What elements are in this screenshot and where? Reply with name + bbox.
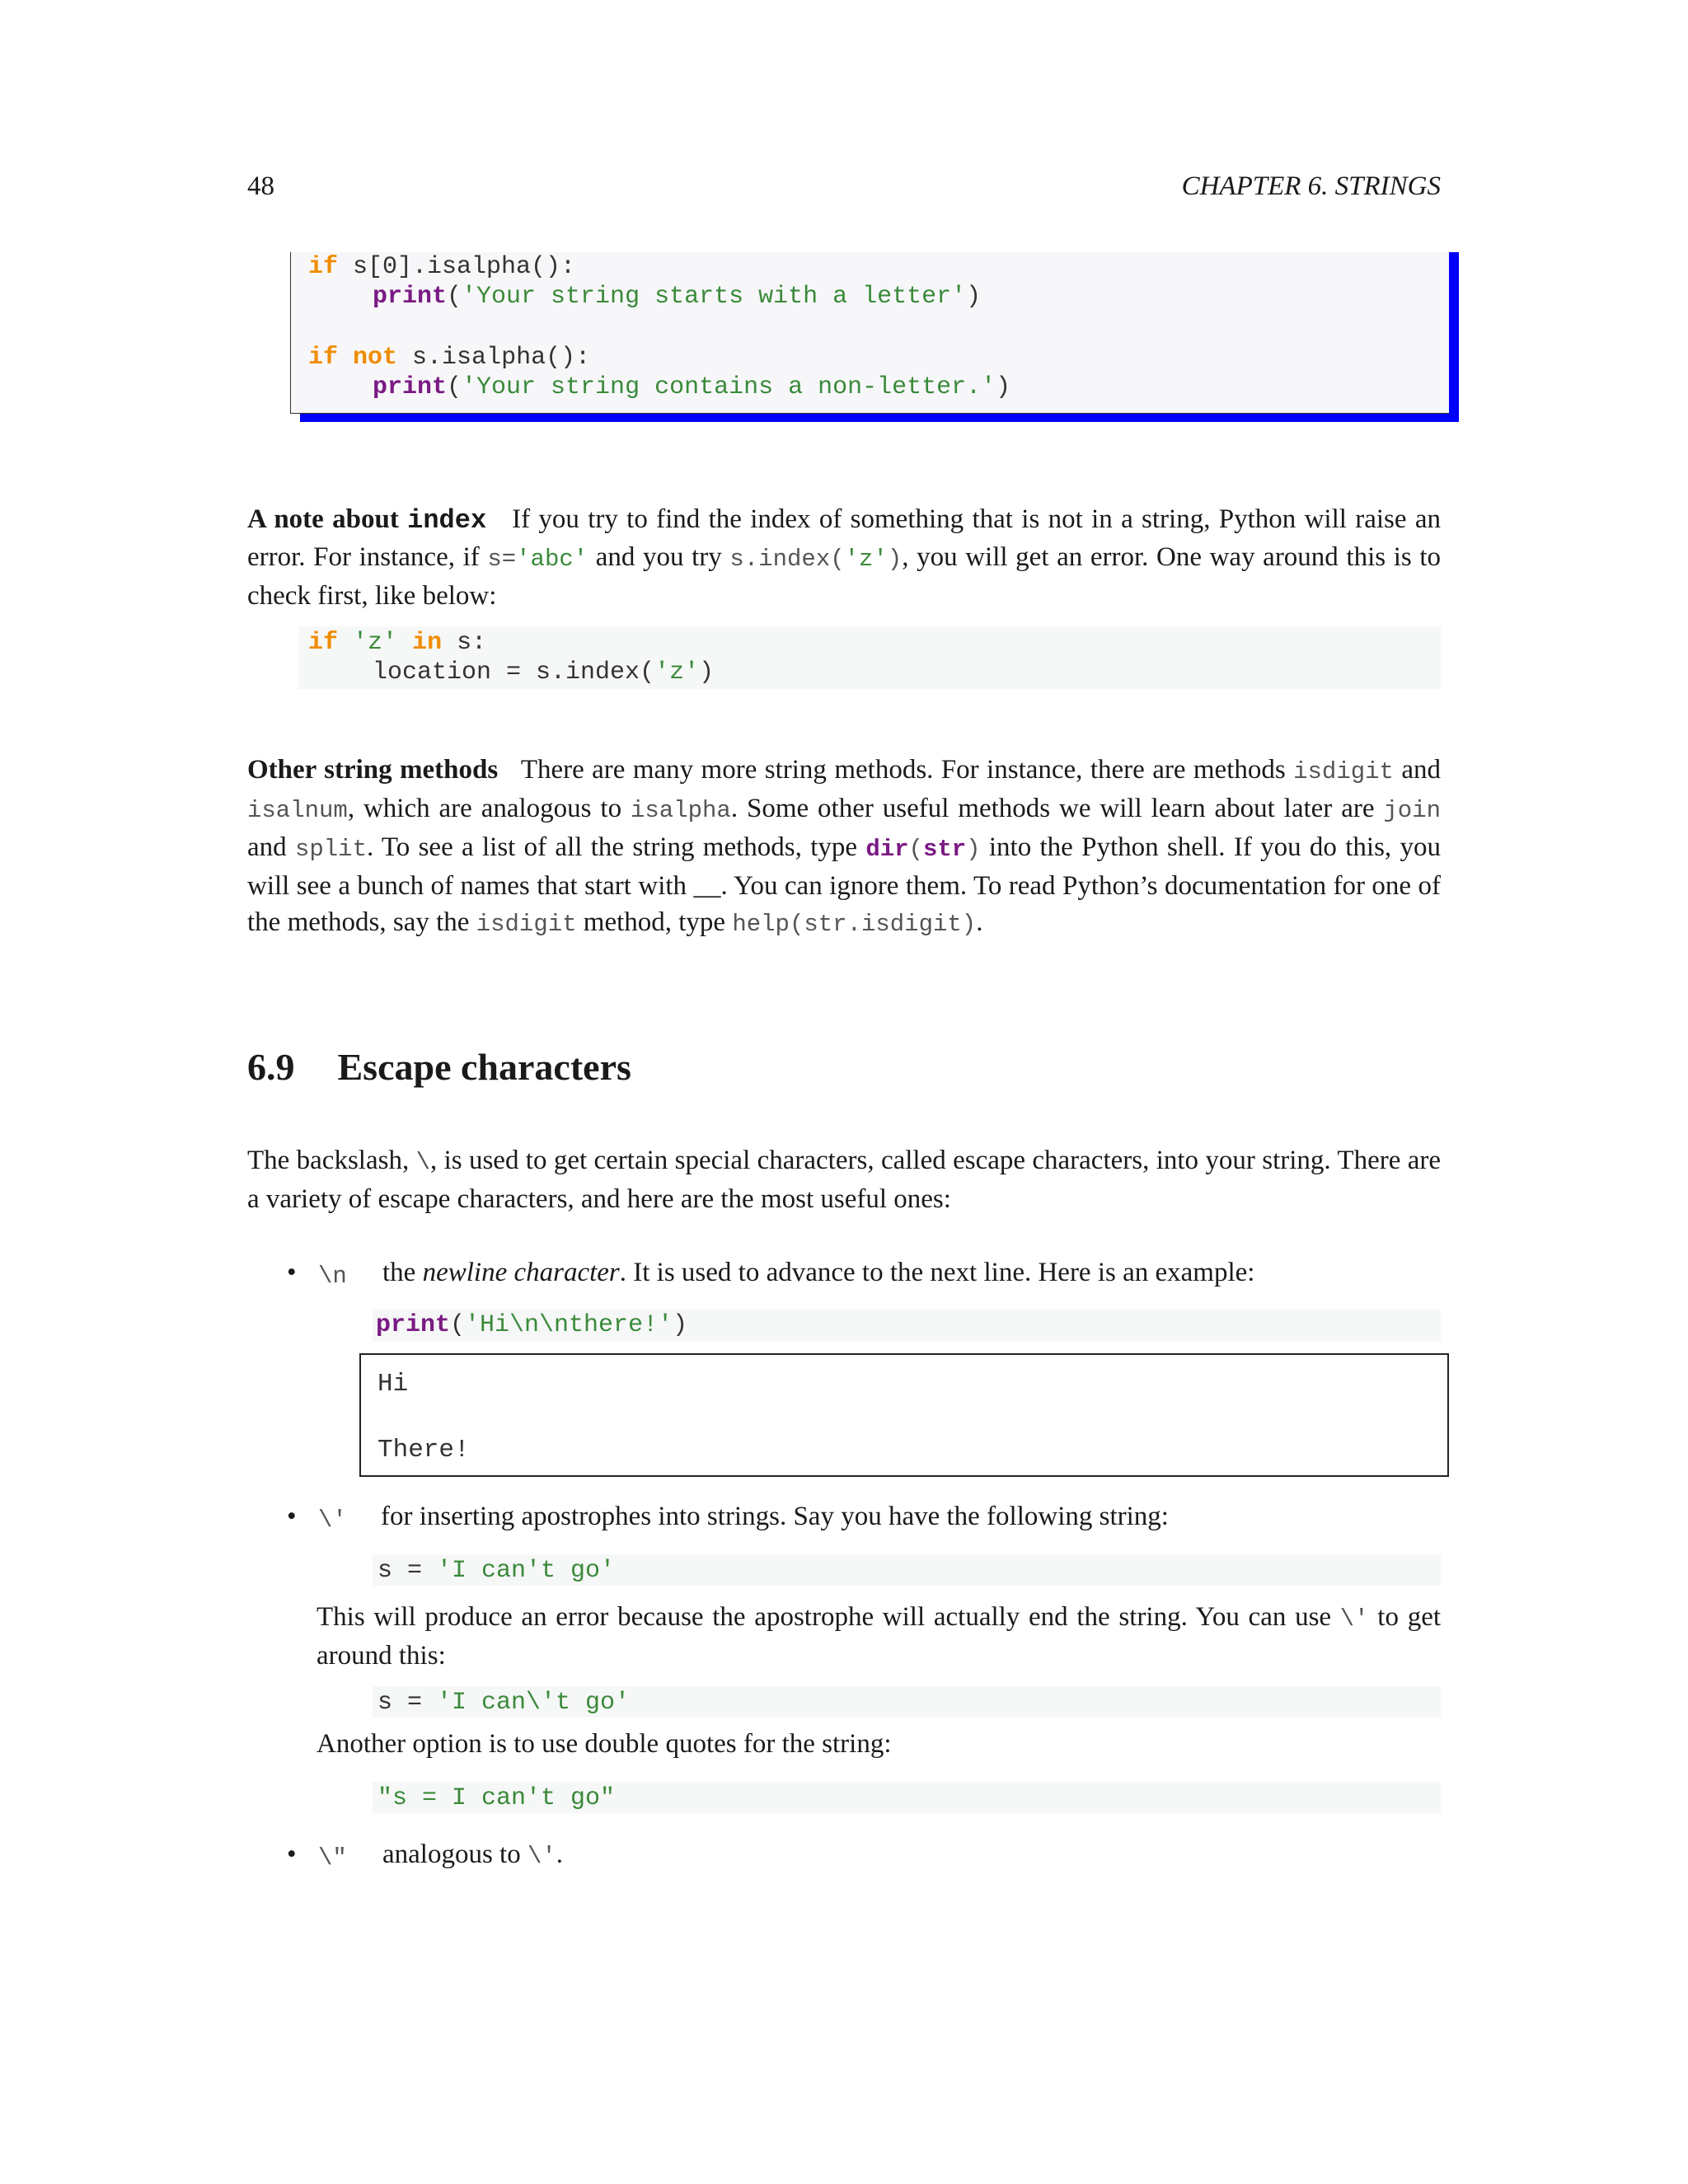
code-block-index-check [298, 626, 1441, 689]
bullet-dot: • [287, 1840, 297, 1869]
code-line: if 'z' in s: [308, 629, 487, 657]
code-block-isalpha [290, 252, 1449, 414]
page-number: 48 [247, 171, 274, 201]
apostrophe-explanation: This will produce an error because the apostrophe will actually end the string. You can use \' to get around this: [316, 1602, 1442, 1671]
output-box [359, 1353, 1449, 1477]
escape-intro-paragraph: The backslash, \, is used to get certain special characters, called escape characters, into your string. There are a variety of escape characters, and here are the most useful ones: [247, 1146, 1441, 1214]
code-double-quotes: "s = I can't go" [377, 1784, 616, 1812]
bullet-text-doublequote: analogous to \'. [382, 1840, 564, 1870]
note-index-paragraph: A note about index If you try to find the index of something that is not in a string, Python will raise an error. For instance, if s='abc' and you try s.index('z'), you will get an error. One way around this is to check first, like below: [247, 504, 1441, 611]
other-methods-paragraph: Other string methods There are many more string methods. For instance, there are methods isdigit and isalnum, which are analogous to isalpha. Some other useful methods we will learn about later are join and split. To see a list of all the string methods, type dir(str) into the Python shell. If you do this, you will see a bunch of names that start with __. You can ignore them. To read Python’s documentation for one of the methods, say the isdigit method, type help(str.isdigit). [247, 755, 1442, 938]
section-title: Escape characters [337, 1046, 631, 1088]
bullet-text-newline: the newline character. It is used to advance to the next line. Here is an example: [382, 1258, 1255, 1287]
bullet-symbol-apostrophe: \' [318, 1507, 347, 1534]
code-print-newline: print('Hi\n\nthere!') [376, 1311, 688, 1339]
bullet-symbol-newline: \n [318, 1263, 347, 1290]
section-heading [247, 1045, 631, 1089]
double-quote-note: Another option is to use double quotes for the string: [316, 1729, 892, 1759]
other-methods-heading: Other string methods [247, 755, 499, 785]
code-apostrophe-escaped: s = 'I can\'t go' [377, 1689, 631, 1717]
code-line: if not s.isalpha(): [308, 344, 591, 372]
code-line: if s[0].isalpha(): [308, 253, 576, 281]
bullet-dot: • [287, 1502, 297, 1531]
code-line: print('Your string contains a non-letter.') [373, 373, 1011, 401]
code-apostrophe-error: s = 'I can't go' [377, 1557, 616, 1585]
bullet-dot: • [287, 1258, 297, 1287]
output-line: There! [377, 1436, 470, 1465]
output-line: Hi [377, 1370, 409, 1399]
bullet-symbol-doublequote: \" [318, 1844, 347, 1872]
bullet-text-apostrophe: for inserting apostrophes into strings. Say you have the following string: [381, 1502, 1169, 1531]
section-number: 6.9 [247, 1046, 295, 1088]
code-line: location = s.index('z') [373, 658, 715, 687]
note-heading: A note about index [247, 504, 487, 536]
chapter-header: CHAPTER 6. STRINGS [1181, 171, 1441, 201]
code-line: print('Your string starts with a letter') [373, 283, 982, 311]
